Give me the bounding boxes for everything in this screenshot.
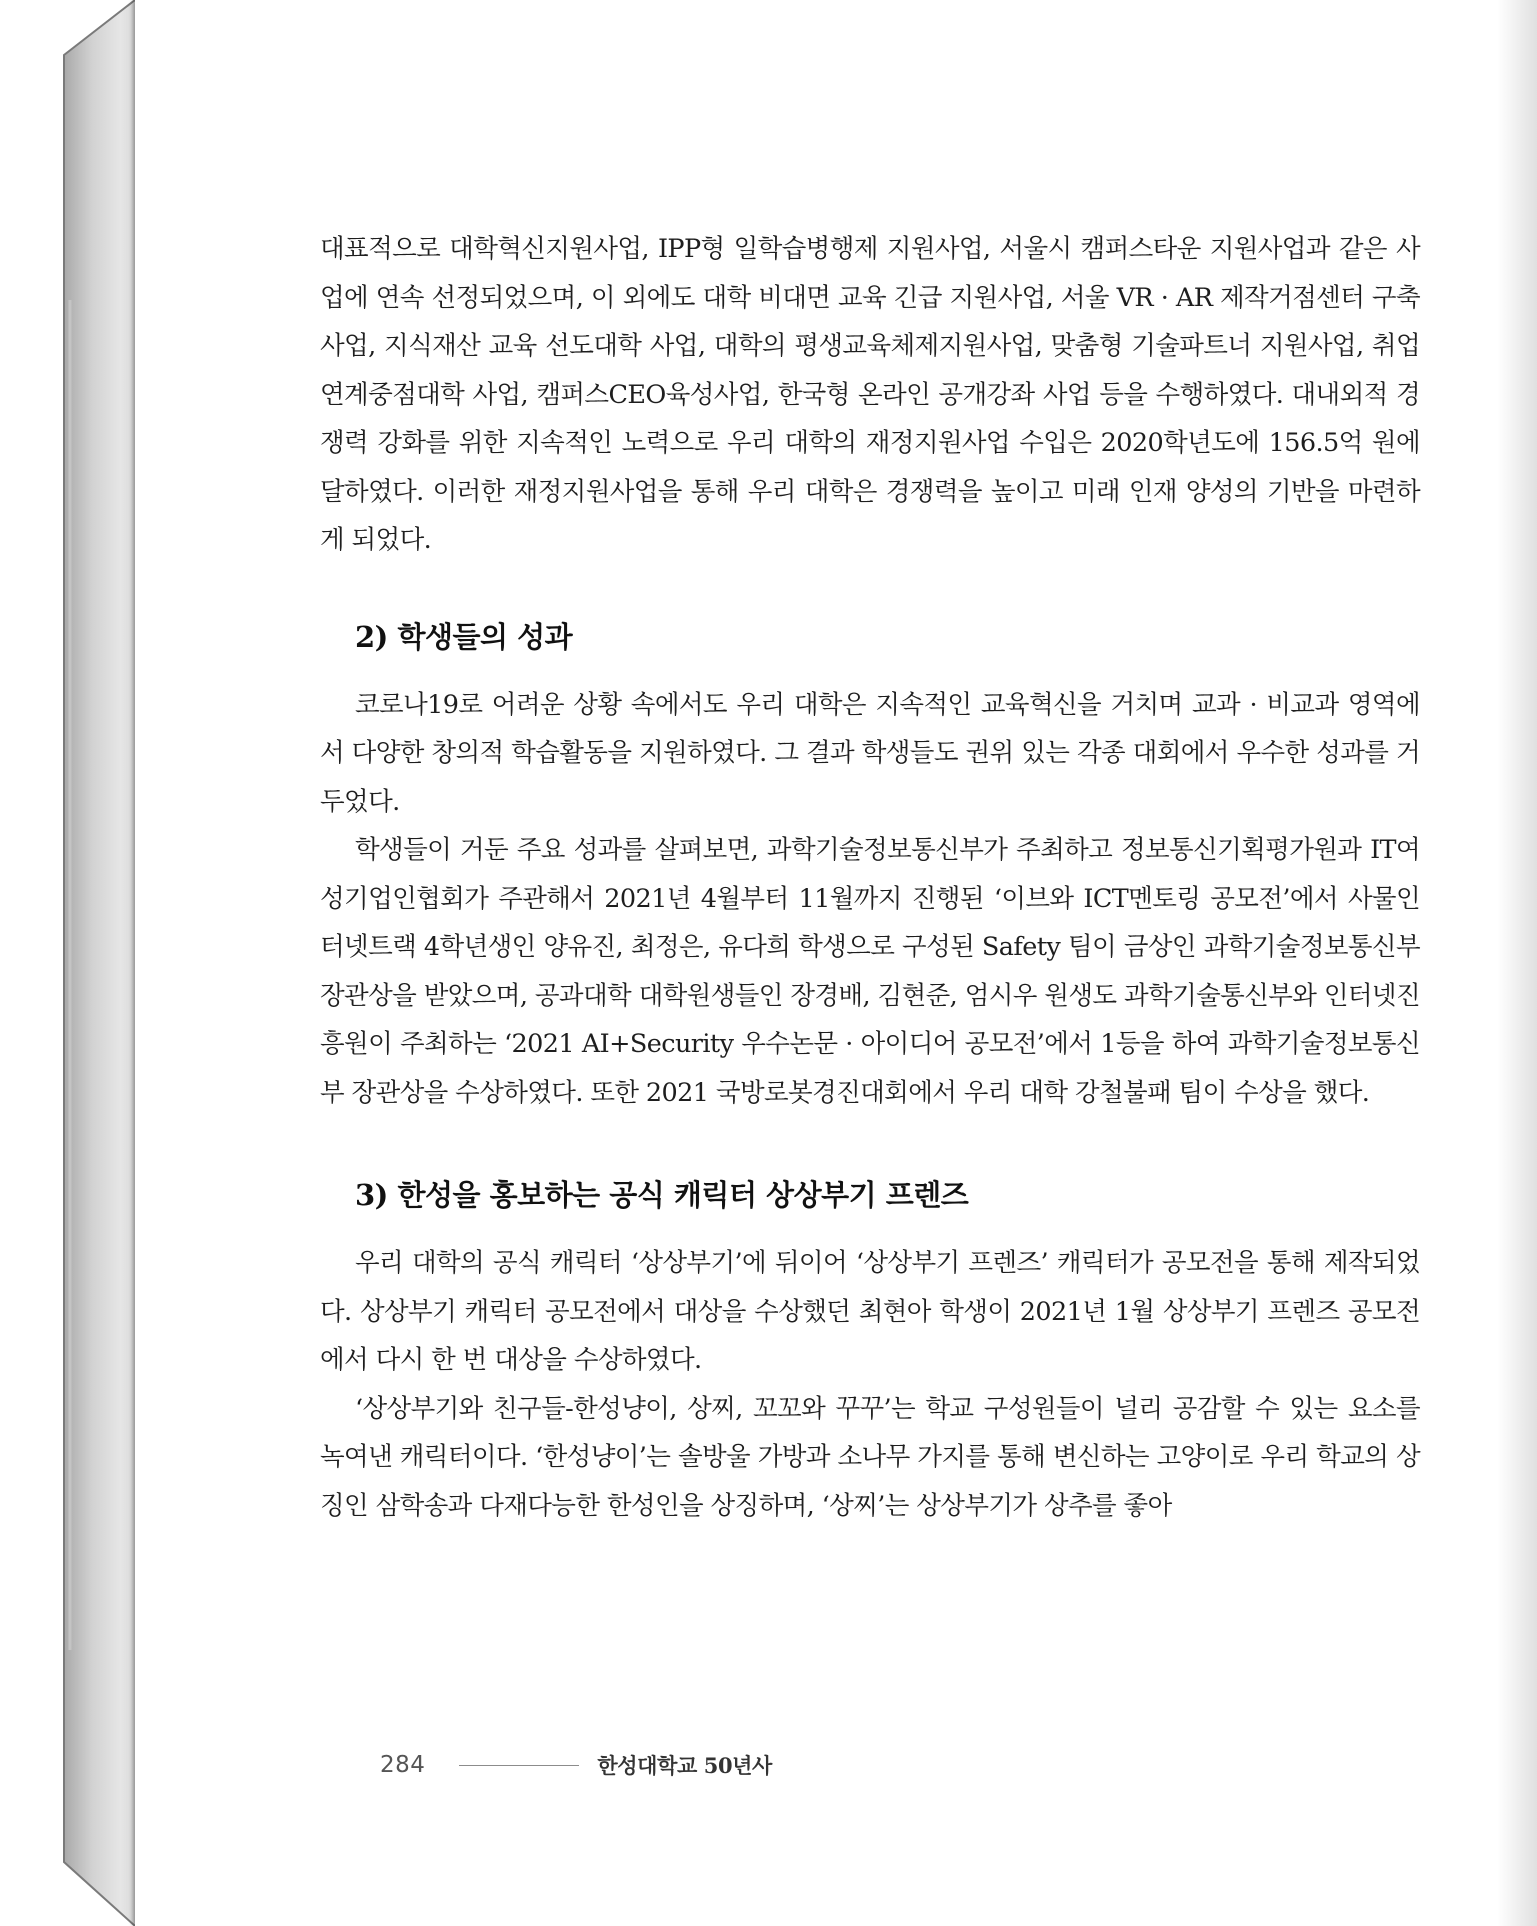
section-paragraph: 우리 대학의 공식 캐릭터 ‘상상부기’에 뒤이어 ‘상상부기 프렌즈’ 캐릭터가 공모전을 통해 제작되었다. 상상부기 캐릭터 공모전에서 대상을 수상했던 최현아 학생이 2021년 1월 상상부기 프렌즈 공모전에서 다시 한 번 대상을 수상하였다. bbox=[320, 1248, 1420, 1375]
page-number: 284 bbox=[380, 1752, 426, 1778]
intro-paragraph: 대표적으로 대학혁신지원사업, IPP형 일학습병행제 지원사업, 서울시 캠퍼스타운 지원사업과 같은 사업에 연속 선정되었으며, 이 외에도 대학 비대면 교육 긴급 지원사업, 서울 VR · AR 제작거점센터 구축 사업, 지식재산 교육 선도대학 사업, 대학의 평생교육체제지원사업, 맞춤형 기술파트너 지원사업, 취업연계중점대학 사업, 캠퍼스CEO육성사업, 한국형 온라인 공개강좌 사업 등을 수행하였다. 대내외적 경쟁력 강화를 위한 지속적인 노력으로 우리 대학의 재정지원사업 수입은 2020학년도에 156.5억 원에 달하였다. 이러한 재정지원사업을 통해 우리 대학은 경쟁력을 높이고 미래 인재 양성의 기반을 마련하게 되었다. bbox=[320, 234, 1420, 555]
section-paragraph: ‘상상부기와 친구들-한성냥이, 상찌, 꼬꼬와 꾸꾸’는 학교 구성원들이 널리 공감할 수 있는 요소를 녹여낸 캐릭터이다. ‘한성냥이’는 솔방울 가방과 소나무 가지를 통해 변신하는 고양이로 우리 학교의 상징인 삼학송과 다재다능한 한성인을 상징하며, ‘상찌’는 상상부기가 상추를 좋아 bbox=[320, 1393, 1420, 1521]
page-edge-shadow bbox=[1497, 0, 1537, 1926]
running-title: 한성대학교 50년사 bbox=[597, 1753, 772, 1778]
section-heading-student-achievements: 2) 학생들의 성과 bbox=[355, 619, 573, 654]
section-paragraph: 학생들이 거둔 주요 성과를 살펴보면, 과학기술정보통신부가 주최하고 정보통신기획평가원과 IT여성기업인협회가 주관해서 2021년 4월부터 11월까지 진행된 ‘이브와 ICT멘토링 공모전’에서 사물인터넷트랙 4학년생인 양유진, 최정은, 유다희 학생으로 구성된 Safety 팀이 금상인 과학기술정보통신부 장관상을 받았으며, 공과대학 대학원생들인 장경배, 김현준, 엄시우 원생도 과학기술통신부와 인터넷진흥원이 주최하는 ‘2021 AI+Security 우수논문 · 아이디어 공모전’에서 1등을 하여 과학기술정보통신부 장관상을 수상하였다. 또한 2021 국방로봇경진대회에서 우리 대학 강철불패 팀이 수상을 했다. bbox=[320, 835, 1420, 1108]
section-paragraph: 코로나19로 어려운 상황 속에서도 우리 대학은 지속적인 교육혁신을 거치며 교과 · 비교과 영역에서 다양한 창의적 학습활동을 지원하였다. 그 결과 학생들도 권위 있는 각종 대회에서 우수한 성과를 거두었다. bbox=[320, 689, 1420, 817]
book-page bbox=[135, 0, 1537, 1926]
page-footer bbox=[380, 1748, 772, 1782]
footer-divider bbox=[459, 1765, 579, 1766]
section-heading-character-friends: 3) 한성을 홍보하는 공식 캐릭터 상상부기 프렌즈 bbox=[355, 1178, 969, 1212]
book-spine bbox=[0, 0, 145, 1926]
page-body bbox=[320, 225, 1420, 1530]
